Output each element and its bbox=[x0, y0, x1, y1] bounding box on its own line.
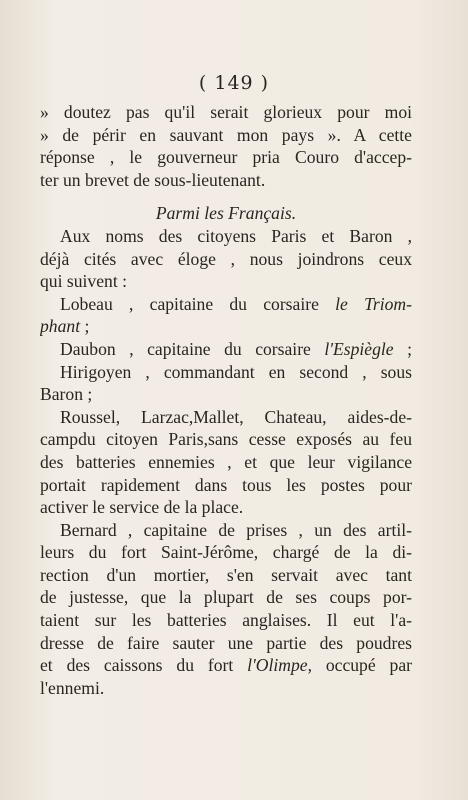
italic-text: l'Olimpe bbox=[247, 655, 308, 676]
text-line: leurs du fort Saint-Jérôme, chargé de la di- bbox=[40, 542, 412, 563]
page-text bbox=[40, 101, 412, 699]
text-line: Hirigoyen , commandant en second , sous bbox=[60, 361, 412, 382]
text-span: , occupé par bbox=[307, 655, 412, 676]
text-line: Aux noms des citoyens Paris et Baron , bbox=[60, 225, 412, 246]
page-number: ( 149 ) bbox=[198, 72, 270, 94]
text-span: et des caissons du fort bbox=[40, 655, 248, 676]
text-line: déjà cités avec éloge , nous joindrons ceux bbox=[40, 248, 412, 269]
text-line: de justesse, que la plupart de ses coups por- bbox=[40, 587, 412, 608]
text-line: rection d'un mortier, s'en servait avec tant bbox=[40, 564, 412, 585]
text-line: campdu citoyen Paris,sans cesse exposés au feu bbox=[40, 429, 412, 450]
text-span: ; bbox=[80, 316, 90, 337]
text-span: ; bbox=[393, 338, 412, 359]
text-line bbox=[40, 654, 412, 677]
text-line: qui suivent : bbox=[40, 271, 127, 292]
text-line bbox=[40, 293, 412, 316]
section-gap bbox=[40, 191, 412, 202]
text-line: des batteries ennemies , et que leur vigilance bbox=[40, 451, 412, 472]
text-line: » de périr en sauvant mon pays ». A cette bbox=[40, 124, 412, 145]
text-line: activer le service de la place. bbox=[40, 497, 244, 518]
text-line: dresse de faire sauter une partie des poudres bbox=[40, 632, 412, 653]
italic-text: le Triom- bbox=[335, 293, 412, 314]
text-line: Parmi les Français. bbox=[155, 203, 297, 224]
text-line: Bernard , capitaine de prises , un des artil- bbox=[60, 519, 412, 540]
italic-text: phant bbox=[40, 316, 81, 337]
text-line: ter un brevet de sous-lieutenant. bbox=[40, 169, 266, 190]
text-line bbox=[40, 315, 412, 338]
text-line: Roussel, Larzac,Mallet, Chateau, aides-de- bbox=[60, 406, 412, 427]
text-line: taient sur les batteries anglaises. Il eut l'a- bbox=[40, 610, 412, 631]
text-line: » doutez pas qu'il serait glorieux pour moi bbox=[40, 102, 412, 122]
text-line: réponse , le gouverneur pria Couro d'accep- bbox=[40, 147, 412, 168]
text-line: l'ennemi. bbox=[40, 677, 105, 698]
text-span: Lobeau , capitaine du corsaire bbox=[60, 293, 336, 314]
text-line bbox=[40, 338, 412, 361]
italic-text: l'Espiègle bbox=[324, 338, 394, 359]
text-line: Baron ; bbox=[40, 384, 93, 405]
text-line: portait rapidement dans tous les postes pour bbox=[40, 474, 412, 495]
text-span: Daubon , capitaine du corsaire bbox=[60, 338, 325, 359]
